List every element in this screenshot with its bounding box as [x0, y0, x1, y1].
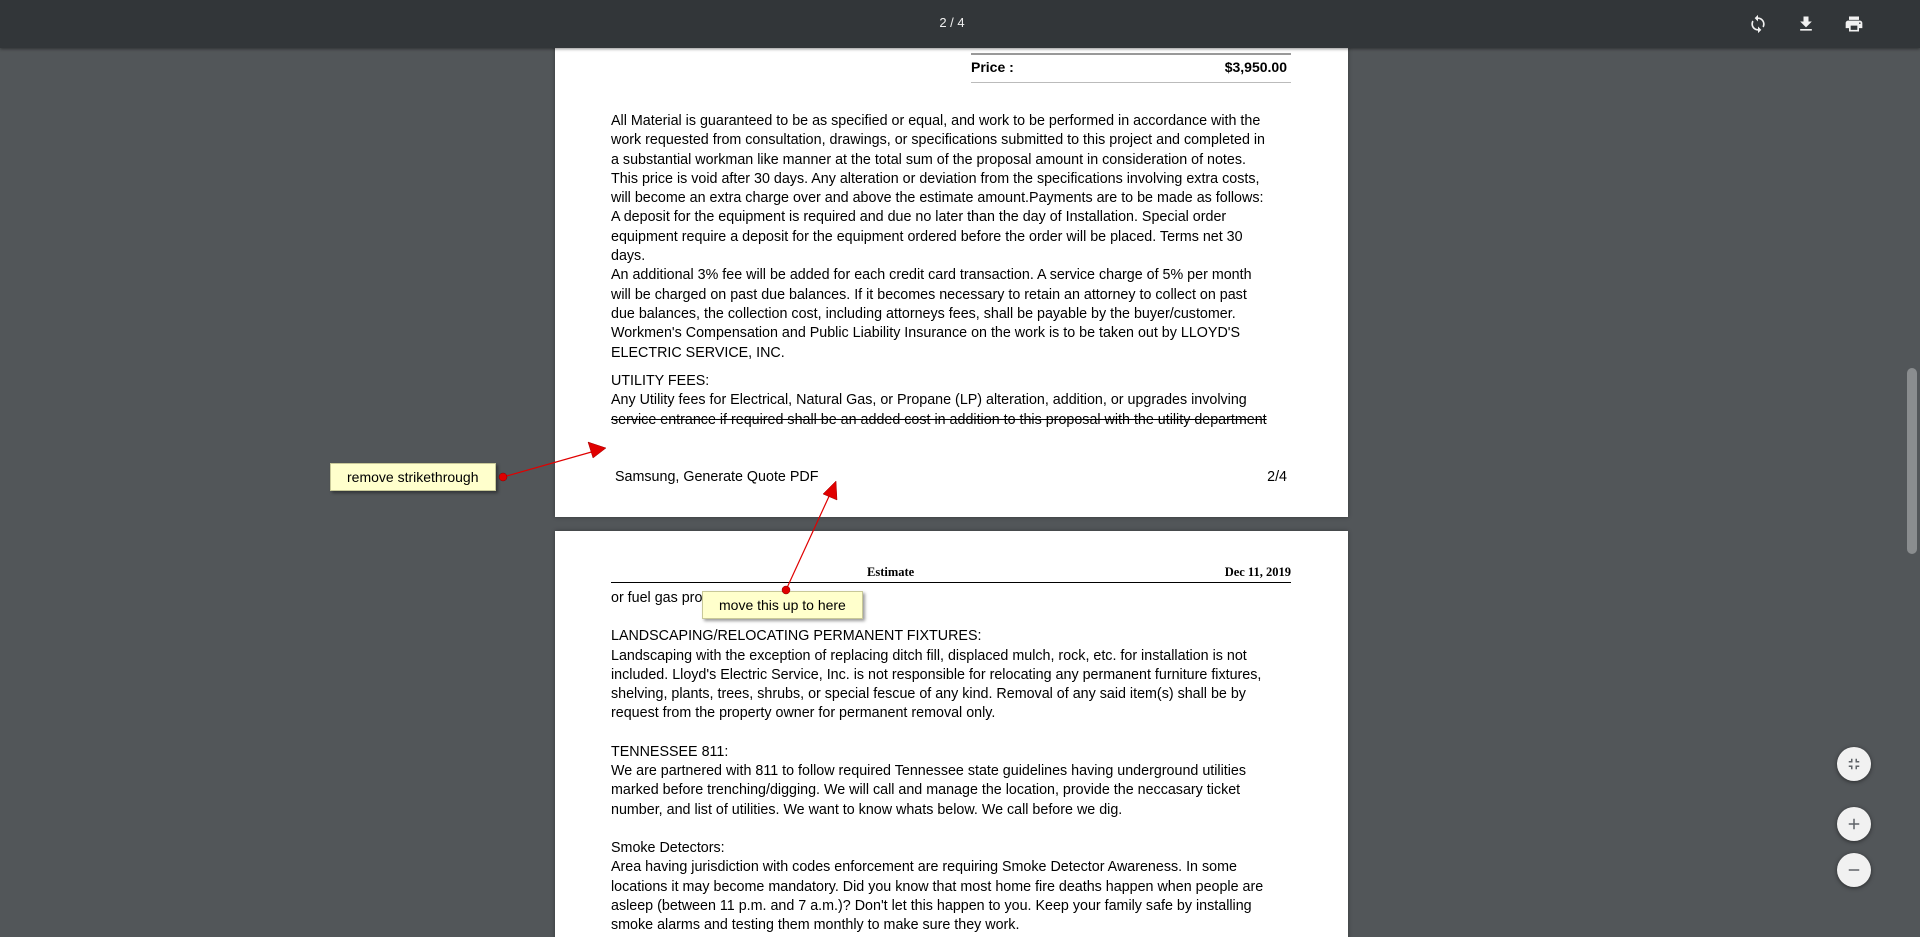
terms-line: will become an extra charge over and above the estimate amount.Payments are to be made as follows: — [611, 190, 1264, 207]
rotate-icon — [1748, 14, 1768, 34]
header-rule — [611, 582, 1291, 583]
zoom-in-icon — [1845, 815, 1863, 833]
zoom-in-button[interactable] — [1837, 807, 1871, 841]
print-button[interactable] — [1838, 8, 1870, 40]
terms-line: days. — [611, 248, 646, 265]
landscaping-line: Landscaping with the exception of replacing ditch fill, displaced mulch, rock, etc. for installation is not — [611, 647, 1247, 664]
smoke-heading: Smoke Detectors: — [611, 839, 725, 856]
page3-body — [611, 589, 1311, 935]
smoke-line: locations it may become mandatory. Did you know that most home fire deaths happen when people are — [611, 878, 1264, 895]
terms-line: equipment require a deposit for the equipment ordered before the order will be placed. Terms net 30 — [611, 228, 1243, 245]
terms-line: due balances, the collection cost, including attorneys fees, shall be payable by the buyer/customer. — [611, 305, 1236, 322]
landscaping-line: shelving, plants, trees, shrubs, or special fescue of any kind. Removal of any said item(s) shall be by — [611, 686, 1246, 703]
annotation-remove-strikethrough[interactable]: remove strikethrough — [330, 463, 496, 491]
tn811-line: We are partnered with 811 to follow required Tennessee state guidelines having underground utilities — [611, 763, 1247, 780]
page-footer-number: 2/4 — [1267, 469, 1287, 485]
tn811-line: marked before trenching/digging. We will call and manage the location, provide the neccasary ticket — [611, 782, 1241, 799]
price-rule-bottom — [971, 82, 1291, 83]
smoke-line: smoke alarms and testing them monthly to make sure they work. — [611, 917, 1020, 934]
annotation-move-up[interactable]: move this up to here — [702, 591, 863, 619]
terms-line: Workmen's Compensation and Public Liability Insurance on the work is to be taken out by LLOYD'S — [611, 325, 1241, 342]
terms-line: ELECTRIC SERVICE, INC. — [611, 344, 785, 361]
fit-page-button[interactable] — [1837, 747, 1871, 781]
price-label: Price : — [971, 59, 1014, 75]
scrollbar-thumb[interactable] — [1907, 368, 1917, 554]
smoke-line: Area having jurisdiction with codes enforcement are requiring Smoke Detector Awareness. In some — [611, 859, 1237, 876]
tn811-heading: TENNESSEE 811: — [611, 743, 729, 760]
utility-fees-section — [611, 372, 1311, 430]
tn811-line: number, and list of utilities. We want to know whats below. We call before we dig. — [611, 801, 1123, 818]
page-header-date: Dec 11, 2019 — [1224, 565, 1291, 579]
pdf-page-2 — [555, 48, 1348, 517]
price-value: $3,950.00 — [1224, 59, 1287, 75]
terms-line: a substantial workman like manner at the total sum of the proposal amount in consideration of notes. — [611, 151, 1246, 168]
pdf-toolbar — [0, 0, 1920, 48]
utility-heading: UTILITY FEES: — [611, 373, 710, 389]
page-footer-title: Samsung, Generate Quote PDF — [615, 469, 819, 485]
terms-line: This price is void after 30 days. Any alteration or deviation from the specifications involving extra costs, — [611, 170, 1260, 187]
landscaping-line: included. Lloyd's Electric Service, Inc. is not responsible for relocating any permanent furniture fixtures, — [611, 666, 1262, 683]
landscaping-line: request from the property owner for permanent removal only. — [611, 705, 996, 722]
smoke-line: asleep (between 11 p.m. and 7 a.m.)? Don't let this happen to you. Keep your family safe by installing — [611, 897, 1252, 914]
document-viewport[interactable] — [0, 48, 1904, 937]
download-icon — [1796, 14, 1816, 34]
rotate-button[interactable] — [1742, 8, 1774, 40]
price-rule — [971, 53, 1291, 55]
fit-page-icon — [1845, 755, 1863, 773]
carryover-line: or fuel gas pro — [611, 590, 703, 606]
zoom-out-icon — [1845, 861, 1863, 879]
zoom-out-button[interactable] — [1837, 853, 1871, 887]
terms-line: An additional 3% fee will be added for each credit card transaction. A service charge of 5% per month — [611, 267, 1252, 284]
download-button[interactable] — [1790, 8, 1822, 40]
utility-line: Any Utility fees for Electrical, Natural Gas, or Propane (LP) alteration, addition, or upgrades involving — [611, 392, 1247, 409]
utility-line-strikethrough: service entrance if required shall be an added cost in addition to this proposal with the utility department — [611, 411, 1267, 428]
terms-paragraph — [611, 112, 1311, 363]
page-header-title: Estimate — [867, 565, 915, 579]
terms-line: will be charged on past due balances. If it becomes necessary to retain an attorney to collect on past — [611, 286, 1247, 303]
terms-line: work requested from consultation, drawings, or specifications submitted to this project and completed in — [611, 132, 1266, 149]
terms-line: All Material is guaranteed to be as specified or equal, and work to be performed in accordance with the — [611, 113, 1261, 129]
page-indicator: 2 / 4 — [939, 15, 965, 30]
terms-line: A deposit for the equipment is required and due no later than the day of Installation. Special order — [611, 209, 1227, 226]
print-icon — [1844, 14, 1864, 34]
pdf-page-3 — [555, 531, 1348, 937]
landscaping-heading: LANDSCAPING/RELOCATING PERMANENT FIXTURES: — [611, 628, 982, 645]
